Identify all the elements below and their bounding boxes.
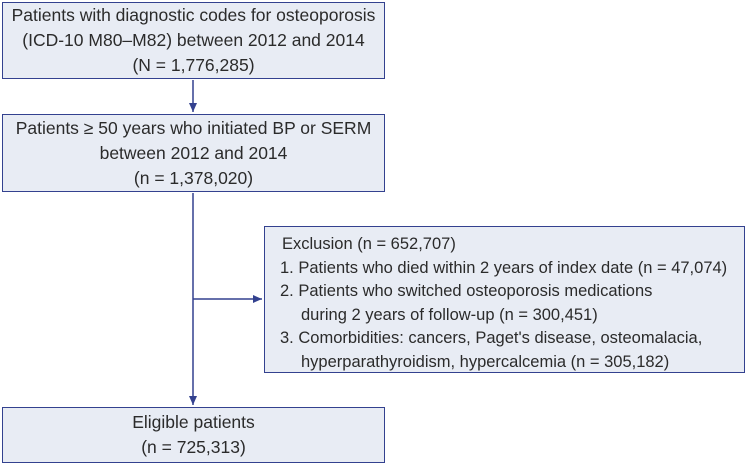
- eligible-label: Eligible patients: [132, 412, 255, 432]
- initiated-count: (n = 1,378,020): [133, 167, 254, 188]
- exclusion-item-3-text: Comorbidities: cancers, Paget's disease, osteomalacia,: [298, 329, 703, 347]
- exclusion-box: [264, 226, 745, 373]
- eligible-patients-box: [2, 407, 385, 463]
- exclusion-item-2: [280, 280, 744, 304]
- initiated-treatment-box: [2, 114, 385, 192]
- exclusion-item-2-number: 2.: [280, 282, 294, 300]
- exclusion-item-3-continuation: hyperparathyroidism, hypercalcemia (n = 305,182): [301, 352, 670, 371]
- source-population-box: [2, 2, 385, 79]
- exclusion-item-1-number: 1.: [280, 258, 294, 277]
- eligible-count: (n = 725,313): [141, 437, 246, 457]
- initiated-line-1: Patients ≥ 50 years who initiated BP or SERM: [15, 117, 372, 138]
- exclusion-item-2-continuation: during 2 years of follow-up (n = 300,451): [301, 305, 598, 324]
- source-line-2: (ICD-10 M80–M82) between 2012 and 2014: [22, 30, 365, 50]
- exclusion-item-3: [280, 327, 744, 351]
- source-count: (N = 1,776,285): [132, 55, 255, 75]
- exclusion-item-2-text: Patients who switched osteoporosis medications: [298, 282, 653, 300]
- exclusion-item-3-number: 3.: [280, 329, 294, 347]
- initiated-line-2: between 2012 and 2014: [99, 142, 288, 163]
- exclusion-title: Exclusion (n = 652,707): [282, 235, 456, 253]
- exclusion-item-1-text: Patients who died within 2 years of index date (n = 47,074): [298, 258, 728, 277]
- exclusion-item-1: [280, 257, 744, 281]
- source-line-1: Patients with diagnostic codes for osteoporosis: [11, 5, 376, 25]
